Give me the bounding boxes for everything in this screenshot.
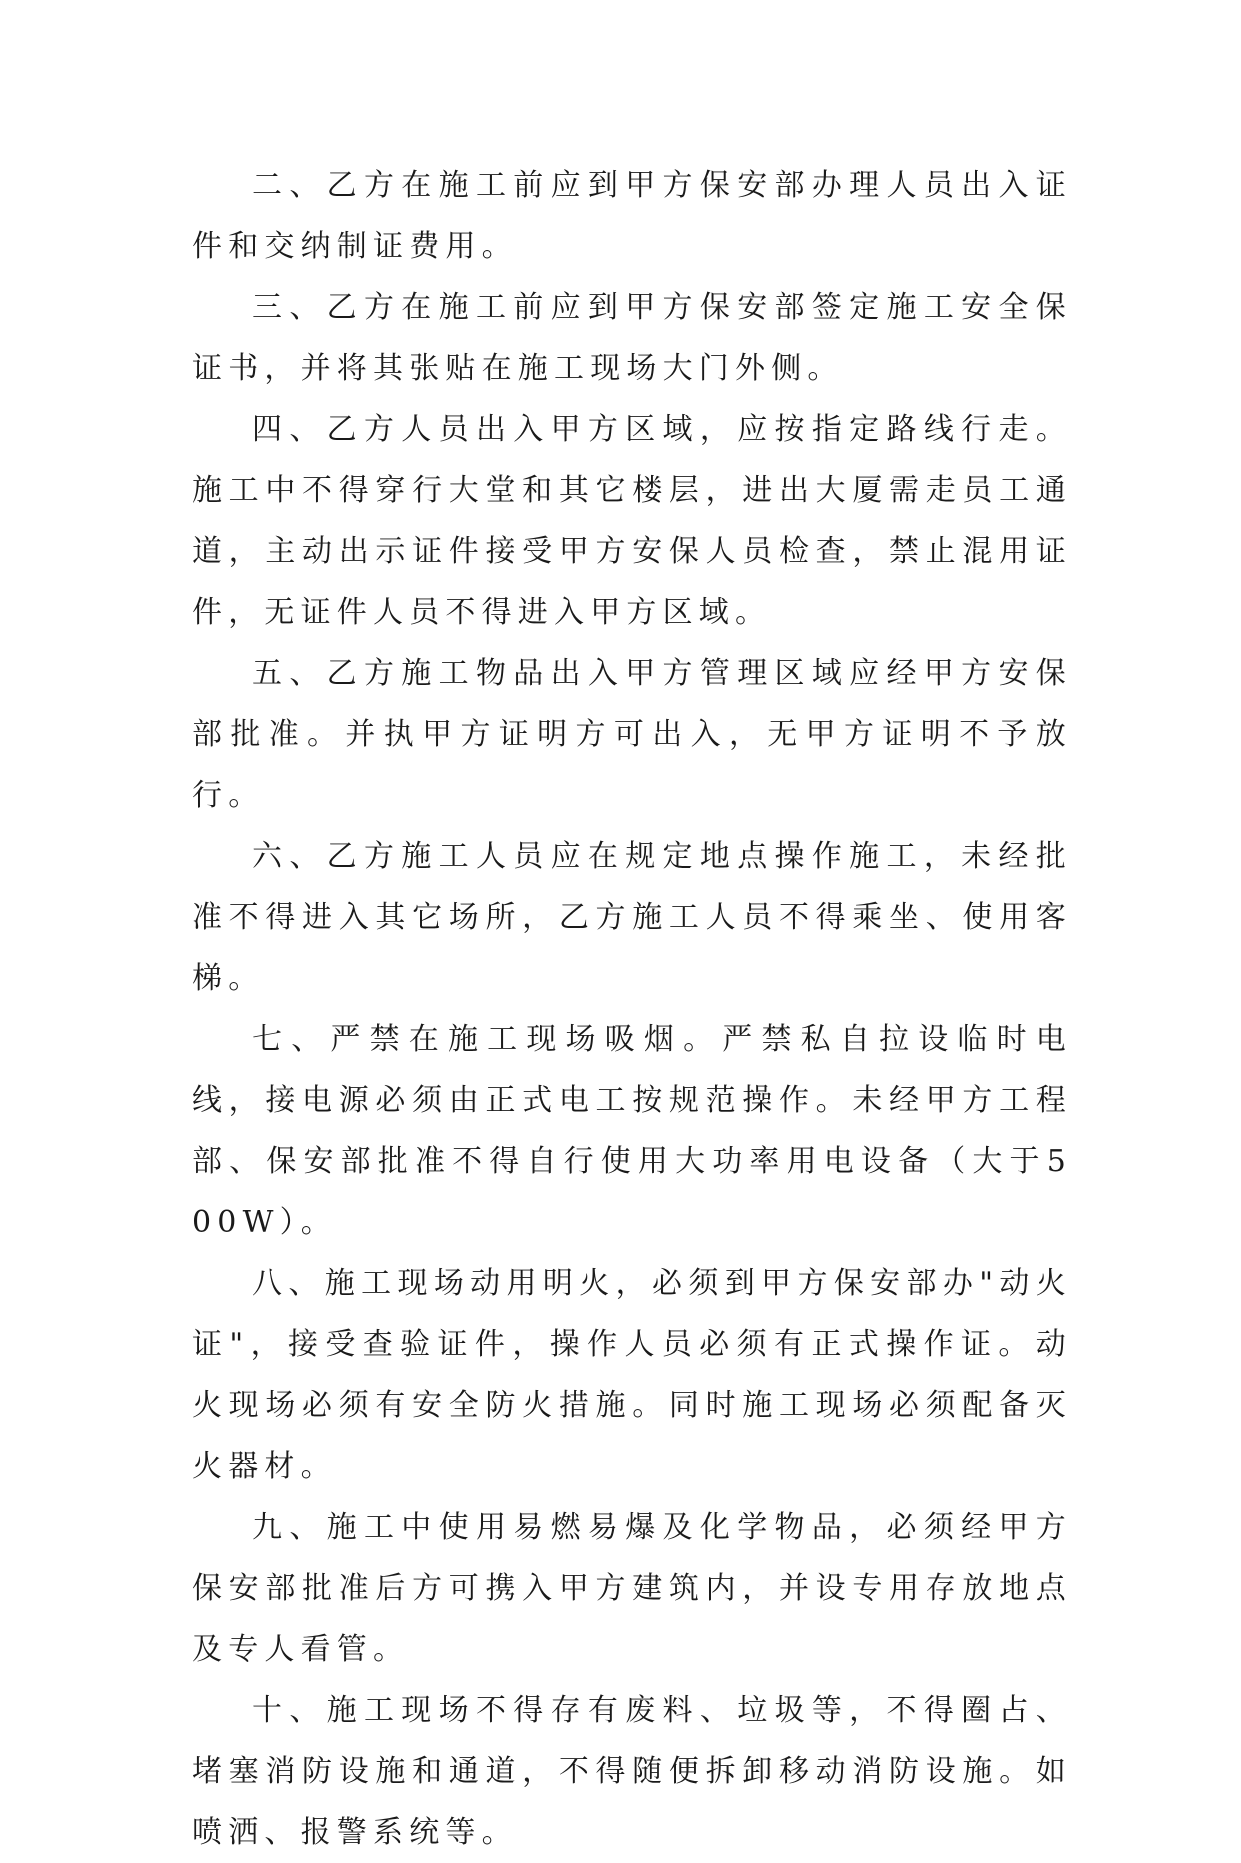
clause-7: 七、严禁在施工现场吸烟。严禁私自拉设临时电线，接电源必须由正式电工按规范操作。未经甲方工程部、保安部批准不得自行使用大功率用电设备（大于500W）。 [192,1022,1072,1240]
clause-9: 九、施工中使用易燃易爆及化学物品，必须经甲方保安部批准后方可携入甲方建筑内，并设专用存放地点及专人看管。 [192,1510,1072,1667]
clause-5: 五、乙方施工物品出入甲方管理区域应经甲方安保部批准。并执甲方证明方可出入，无甲方证明不予放行。 [192,656,1072,813]
clause-8: 八、施工现场动用明火，必须到甲方保安部办"动火证"，接受查验证件，操作人员必须有正式操作证。动火现场必须有安全防火措施。同时施工现场必须配备灭火器材。 [192,1266,1072,1484]
clause-3: 三、乙方在施工前应到甲方保安部签定施工安全保证书，并将其张贴在施工现场大门外侧。 [192,290,1072,386]
clause-4: 四、乙方人员出入甲方区域，应按指定路线行走。施工中不得穿行大堂和其它楼层，进出大厦需走员工通道，主动出示证件接受甲方安保人员检查，禁止混用证件，无证件人员不得进入甲方区域。 [192,412,1072,630]
document-body [192,155,1072,1863]
clause-6: 六、乙方施工人员应在规定地点操作施工，未经批准不得进入其它场所，乙方施工人员不得乘坐、使用客梯。 [192,839,1072,996]
clause-2: 二、乙方在施工前应到甲方保安部办理人员出入证件和交纳制证费用。 [192,168,1072,264]
clause-10: 十、施工现场不得存有废料、垃圾等，不得圈占、堵塞消防设施和通道，不得随便拆卸移动消防设施。如喷洒、报警系统等。 [192,1693,1072,1850]
